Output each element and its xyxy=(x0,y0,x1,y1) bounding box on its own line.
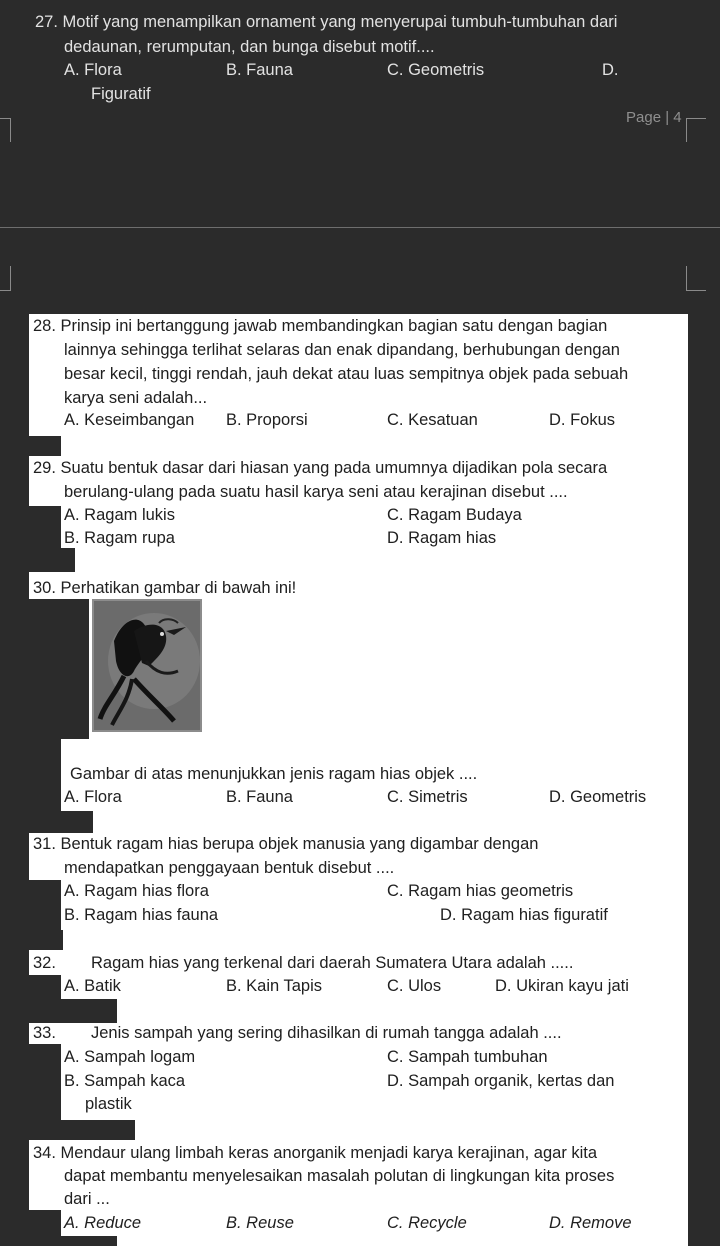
q28-line3: besar kecil, tinggi rendah, jauh dekat atau luas sempitnya objek pada sebuah xyxy=(64,365,629,383)
q29-line2: berulang-ulang pada suatu hasil karya seni atau kerajinan disebut .... xyxy=(64,483,568,501)
q32-option-c: C. Ulos xyxy=(387,977,442,995)
page-divider xyxy=(0,227,720,228)
left-band xyxy=(29,811,93,833)
left-band xyxy=(29,1120,135,1140)
q34-option-b: B. Reuse xyxy=(226,1214,294,1232)
ornament-bird-image xyxy=(92,599,202,732)
left-band xyxy=(29,599,89,739)
left-band xyxy=(29,436,61,456)
q29-option-c: C. Ragam Budaya xyxy=(387,506,522,524)
left-band xyxy=(29,1236,117,1246)
q33-option-d-cont: plastik xyxy=(85,1095,132,1113)
q29-option-a: A. Ragam lukis xyxy=(64,506,175,524)
corner-mark-right-v xyxy=(686,118,687,142)
q28-option-b: B. Proporsi xyxy=(226,411,308,429)
q29-line1: 29. Suatu bentuk dasar dari hiasan yang pada umumnya dijadikan pola secara xyxy=(33,459,608,477)
corner-mark-right-2 xyxy=(686,290,706,291)
q28-option-a: A. Keseimbangan xyxy=(64,411,195,429)
q34-line2: dapat membantu menyelesaikan masalah polutan di lingkungan kita proses xyxy=(64,1167,615,1185)
q32-option-a: A. Batik xyxy=(64,977,121,995)
q32-option-b: B. Kain Tapis xyxy=(226,977,323,995)
left-band xyxy=(29,739,61,811)
q33-text: Jenis sampah yang sering dihasilkan di rumah tangga adalah .... xyxy=(91,1024,562,1042)
q33-option-c: C. Sampah tumbuhan xyxy=(387,1048,548,1066)
q27-option-d-cont: Figuratif xyxy=(91,85,151,103)
q27-option-b: B. Fauna xyxy=(226,61,293,79)
q27-line2: dedaunan, rerumputan, dan bunga disebut motif.... xyxy=(64,38,435,56)
left-band xyxy=(29,930,63,950)
q31-line2: mendapatkan penggayaan bentuk disebut .... xyxy=(64,859,395,877)
corner-mark-right xyxy=(686,118,706,119)
q34-line1: 34. Mendaur ulang limbah keras anorganik menjadi karya kerajinan, agar kita xyxy=(33,1144,598,1162)
q34-option-c: C. Recycle xyxy=(387,1214,467,1232)
q32-number: 32. xyxy=(33,954,56,972)
q27-line1: 27. Motif yang menampilkan ornament yang menyerupai tumbuh-tumbuhan dari xyxy=(35,13,618,31)
corner-mark-right-2-v xyxy=(686,266,687,291)
q30-line2: Gambar di atas menunjukkan jenis ragam hias objek .... xyxy=(70,765,478,783)
q31-option-d: D. Ragam hias figuratif xyxy=(440,906,608,924)
q31-option-b: B. Ragam hias fauna xyxy=(64,906,219,924)
left-band xyxy=(29,975,61,999)
q34-option-d: D. Remove xyxy=(549,1214,632,1232)
left-band xyxy=(29,1044,61,1120)
q33-number: 33. xyxy=(33,1024,56,1042)
left-band xyxy=(29,880,61,930)
q31-line1: 31. Bentuk ragam hias berupa objek manusia yang digambar dengan xyxy=(33,835,539,853)
q29-option-b: B. Ragam rupa xyxy=(64,529,175,547)
q27-option-c: C. Geometris xyxy=(387,61,485,79)
corner-mark-left-2-v xyxy=(10,266,11,291)
q33-option-b: B. Sampah kaca xyxy=(64,1072,186,1090)
left-band xyxy=(29,506,61,548)
q27-option-a: A. Flora xyxy=(64,61,122,79)
q28-line4: karya seni adalah... xyxy=(64,389,208,407)
q27-option-d: D. xyxy=(602,61,619,79)
page-number: Page | 4 xyxy=(626,109,682,126)
q30-option-c: C. Simetris xyxy=(387,788,468,806)
left-band xyxy=(29,1210,61,1236)
q28-line1: 28. Prinsip ini bertanggung jawab membandingkan bagian satu dengan bagian xyxy=(33,317,608,335)
q32-text: Ragam hias yang terkenal dari daerah Sumatera Utara adalah ..... xyxy=(91,954,574,972)
corner-mark-left-v xyxy=(10,118,11,142)
q33-option-a: A. Sampah logam xyxy=(64,1048,196,1066)
q29-option-d: D. Ragam hias xyxy=(387,529,497,547)
q33-option-d: D. Sampah organik, kertas dan xyxy=(387,1072,615,1090)
q30-option-d: D. Geometris xyxy=(549,788,647,806)
q34-option-a: A. Reduce xyxy=(64,1214,142,1232)
q28-line2: lainnya sehingga terlihat selaras dan enak dipandang, berhubungan dengan xyxy=(64,341,620,359)
q30-option-b: B. Fauna xyxy=(226,788,293,806)
q28-option-c: C. Kesatuan xyxy=(387,411,478,429)
corner-mark-left-2 xyxy=(0,290,10,291)
left-band xyxy=(29,999,117,1023)
q30-option-a: A. Flora xyxy=(64,788,122,806)
q32-option-d: D. Ukiran kayu jati xyxy=(495,977,629,995)
bird-ornament-icon xyxy=(94,601,200,730)
left-band xyxy=(29,548,75,572)
q31-option-c: C. Ragam hias geometris xyxy=(387,882,574,900)
q30-line1: 30. Perhatikan gambar di bawah ini! xyxy=(33,579,297,597)
q28-option-d: D. Fokus xyxy=(549,411,616,429)
q31-option-a: A. Ragam hias flora xyxy=(64,882,209,900)
q34-line3: dari ... xyxy=(64,1190,110,1208)
corner-mark-left xyxy=(0,118,10,119)
